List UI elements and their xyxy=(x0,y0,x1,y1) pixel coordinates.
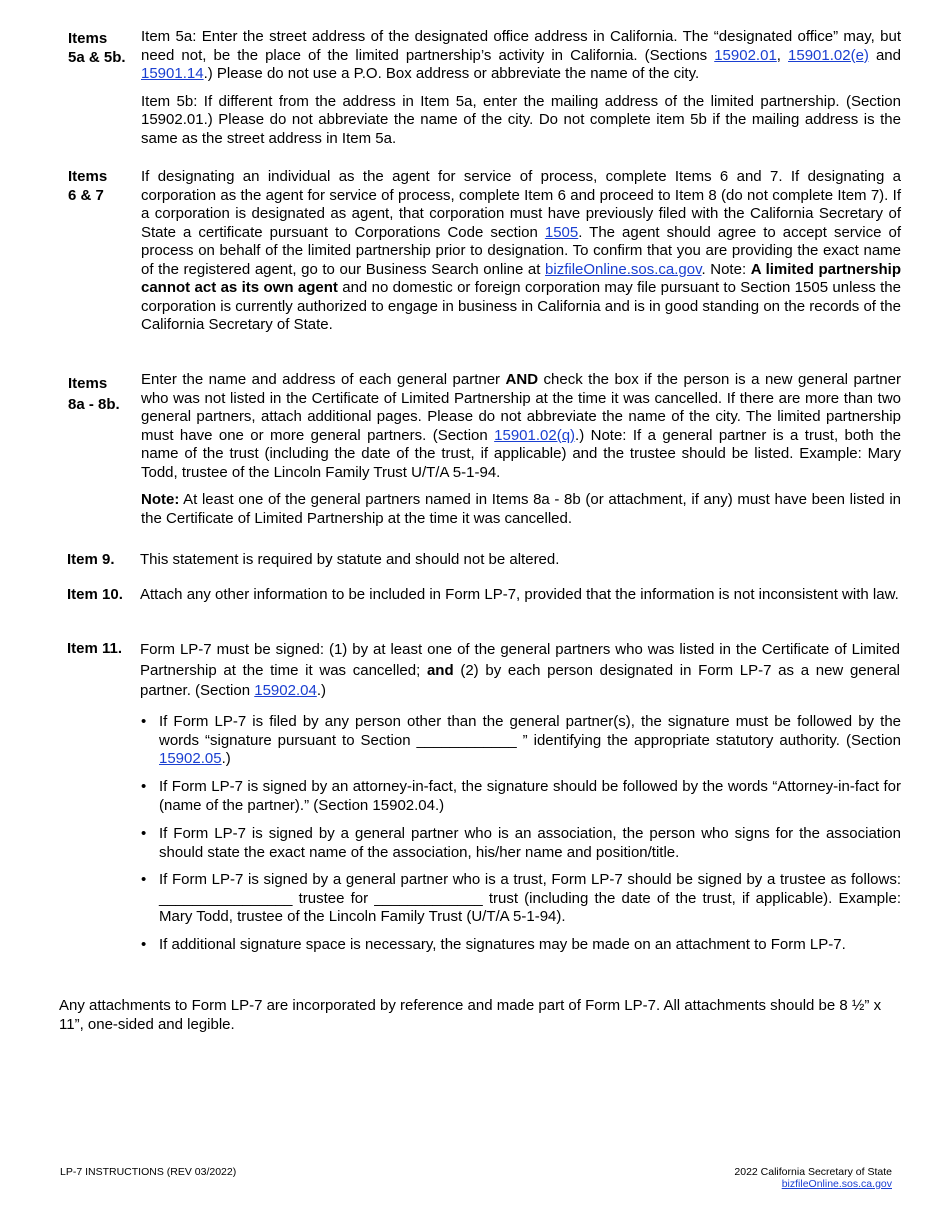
bullet-icon: • xyxy=(141,936,147,953)
items-6-7-body xyxy=(141,168,901,335)
items-8a-8b-label: Items 8a - 8b. xyxy=(68,375,120,413)
item-11-label: Item 11. xyxy=(67,640,123,657)
items-5a-5b-body xyxy=(141,28,901,148)
item-10-label: Item 10. xyxy=(67,586,123,603)
section-15902-05-link[interactable]: 15902.05 xyxy=(159,750,222,767)
section-15902-04-link[interactable]: 15902.04 xyxy=(254,682,317,699)
footer-bizfile-link[interactable]: bizfileOnline.sos.ca.gov xyxy=(781,1178,892,1190)
bullet-icon: • xyxy=(141,825,147,842)
bullet-icon: • xyxy=(141,778,147,795)
items-8a-8b-body xyxy=(141,371,901,528)
bullet-icon: • xyxy=(141,871,147,888)
bizfile-online-link[interactable]: bizfileOnline.sos.ca.gov xyxy=(545,260,702,278)
items-8-paragraph: Enter the name and address of each general partner AND check the box if the person is a new general partner who was not listed in the Certificate of Limited Partnership at the time it was cancelled. If there are more than two general partners, attach additional pages. Please do not abbreviate the name of the city. The limited partnership must have one or more general partners. (Section 15901.02(q).) Note: If a general partner is a trust, both the name of the trust (including the date of the trust, if applicable) and the trustee should be listed. Example: Mary Todd, trustee of the Lincoln Family Trust U/T/A 5-1-94. xyxy=(141,371,901,481)
item-9-label: Item 9. xyxy=(67,551,115,568)
item-10-body: Attach any other information to be included in Form LP-7, provided that the information is not inconsistent with law. xyxy=(140,586,899,603)
bullet-icon: • xyxy=(141,713,147,730)
item-11-paragraph: Form LP-7 must be signed: (1) by at least one of the general partners who was listed in the Certificate of Limited Partnership at the time it was cancelled; and (2) by each person designated in Form LP-7 as a new general partner. (Section 15902.04.) xyxy=(140,641,900,699)
closing-paragraph: Any attachments to Form LP-7 are incorporated by reference and made part of Form LP-7. All attachments should be 8 ½” x 11”, one-sided and legible. xyxy=(59,997,882,1033)
items-8-note: Note: At least one of the general partners named in Items 8a - 8b (or attachment, if any) must have been listed in the Certificate of Limited Partnership at the time it was cancelled. xyxy=(141,491,901,527)
item-5b-paragraph: Item 5b: If different from the address in Item 5a, enter the mailing address of the limited partnership. (Section 15902.01.) Please do not abbreviate the name of the city. Do not complete item 5b if the mailing address is the same as the street address in Item 5a. xyxy=(141,92,901,147)
footer-form-revision: LP-7 INSTRUCTIONS (REV 03/2022) xyxy=(60,1166,237,1178)
section-15901-02e-link[interactable]: 15901.02(e) xyxy=(788,46,869,64)
item-11-body xyxy=(140,640,900,702)
items-5a-5b-label: Items 5a & 5b. xyxy=(68,30,126,66)
item-5a-paragraph: Item 5a: Enter the street address of the designated office address in California. The “designated office” may, but need not, be the place of the limited partnership’s activity in California. (Sections 15902.01, 15901.02(e) and 15901.14.) Please do not use a P.O. Box address or abbreviate the name of the city. xyxy=(141,28,901,82)
footer-right xyxy=(734,1166,892,1190)
section-1505-link[interactable]: 1505 xyxy=(544,223,579,241)
items-6-7-paragraph: If designating an individual as the agent for service of process, complete Items 6 and 7. If designating a corporation as the agent for service of process, complete Item 6 and proceed to Item 8 (do not complete Item 7). If a corporation is designated as agent, that corporation must have previously filed with the California Secretary of State a certificate pursuant to Corporations Code section 1505. The agent should agree to accept service of process on behalf of the limited partnership prior to designation. To confirm that you are providing the exact name of the registered agent, go to our Business Search online at bizfileOnline.sos.ca.gov. Note: A limited partnership cannot act as its own agent and no domestic or foreign corporation may file pursuant to Section 1505 unless the corporation is currently authorized to engage in business in California and is in good standing on the records of the California Secretary of State. xyxy=(141,168,902,333)
items-6-7-label: Items 6 & 7 xyxy=(68,168,108,204)
section-15902-01-link[interactable]: 15902.01 xyxy=(714,46,777,64)
section-15901-14-link[interactable]: 15901.14 xyxy=(141,65,204,82)
section-15901-02q-link[interactable]: 15901.02(q) xyxy=(494,426,576,444)
footer-copyright: 2022 California Secretary of State xyxy=(734,1166,892,1178)
item-9-body: This statement is required by statute and should not be altered. xyxy=(140,551,560,568)
